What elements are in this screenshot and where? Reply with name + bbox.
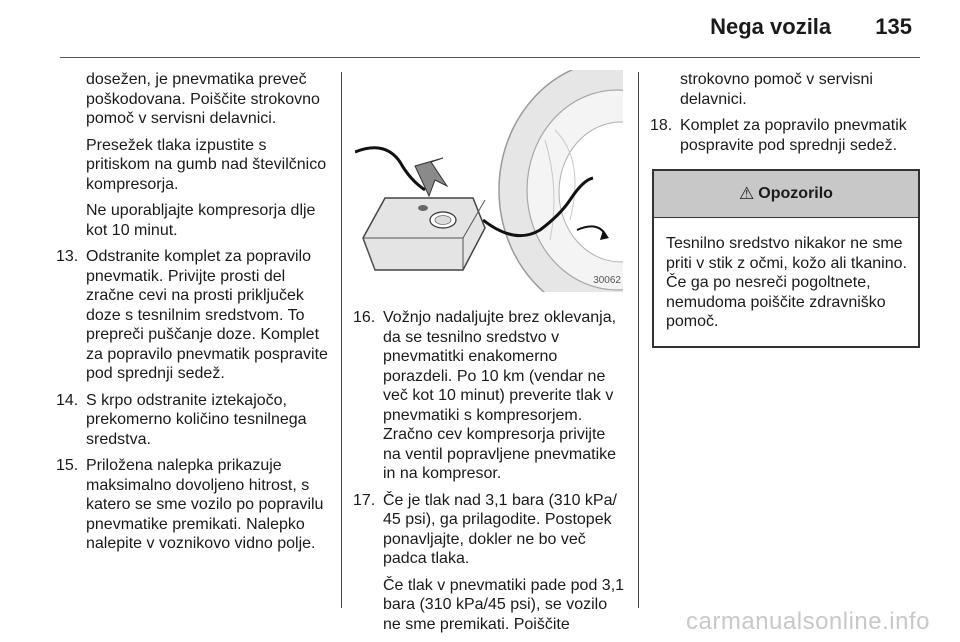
warning-box	[652, 169, 920, 348]
warning-title: Opozorilo	[758, 185, 833, 203]
item-number: 14.	[56, 391, 79, 409]
page-header	[710, 14, 912, 40]
column-left	[58, 70, 328, 561]
paragraph: Ne uporabljajte kompresorja dlje kot 10 minut.	[86, 202, 316, 239]
list-item	[58, 247, 328, 384]
item-text: Priložena nalepka prikazuje maksimalno dovoljeno hitrost, s katero se sme vozilo po popravilu pnevmatike premikati. Nalepko nalepite v voznikovo vidno polje.	[86, 457, 324, 552]
list-item	[355, 308, 625, 484]
paragraph: Presežek tlaka izpustite s pritiskom na gumb nad številčnico kompresorja.	[86, 136, 327, 193]
warning-triangle-icon: ⚠	[739, 184, 755, 204]
item-text: Vožnjo nadaljujte brez oklevanja, da se tesnilno sredstvo v pnevmatitki enakomerno porazdeli. Po 10 km (vendar ne več kot 10 minut) preverite tlak v pnevmatiki s kompresorjem. Zračno cev kompresorja privijte na ventil popravljene pnevmatike in na kompresor.	[383, 309, 617, 482]
compressor-illustration	[355, 70, 623, 292]
column-middle	[355, 70, 625, 641]
item-number: 18.	[650, 117, 673, 134]
column-right	[652, 70, 920, 348]
header-divider	[60, 57, 920, 58]
column-divider	[341, 72, 342, 608]
page-title: Nega vozila	[710, 14, 832, 39]
paragraph: dosežen, je pnevmatika preveč poškodovana. Poiščite strokovno pomoč v servisni delavnici.	[86, 71, 320, 127]
item-number: 16.	[353, 309, 376, 326]
watermark: carmanualsonline.info	[686, 608, 930, 635]
item-number: 13.	[56, 248, 79, 265]
list-item	[58, 391, 328, 450]
warning-header	[654, 171, 918, 218]
paragraph: strokovno pomoč v servisni delavnici.	[680, 71, 873, 108]
column-divider	[638, 72, 639, 608]
list-item	[58, 456, 328, 554]
paragraph: Če tlak v pnevmatiki pade pod 3,1 bara (310 kPa/45 psi), se vozilo ne sme premikati. Poiščite	[383, 576, 625, 633]
item-text: Odstranite komplet za popravilo pnevmatik. Privijte prosti del zračne cevi na prosti priključek doze s tesnilnim sredstvom. To prepreči puščanje doze. Komplet za popravilo pnevmatik pospravite pod sprednji sedež.	[86, 248, 328, 382]
list-item	[652, 116, 920, 155]
page-number: 135	[875, 14, 912, 39]
item-number: 15.	[56, 457, 79, 474]
item-number: 17.	[353, 491, 376, 509]
figure-number: 30062	[593, 274, 621, 286]
item-text: Če je tlak nad 3,1 bara (310 kPa/ 45 psi), ga prilagodite. Postopek ponavljajte, dokler ne bo več padca tlaka.	[383, 491, 617, 567]
compressor-tire-drawing	[355, 70, 623, 292]
item-text: Komplet za popravilo pnevmatik pospravite pod sprednji sedež.	[680, 117, 907, 154]
item-text: S krpo odstranite iztekajočo, prekomerno količino tesnilnega sredstva.	[86, 391, 307, 448]
warning-text: Tesnilno sredstvo nikakor ne sme priti v stik z očmi, kožo ali tkanino. Če ga po nesreči pogoltnete, nemudoma poiščite zdravniško pomoč.	[666, 235, 907, 330]
list-item	[355, 491, 625, 569]
